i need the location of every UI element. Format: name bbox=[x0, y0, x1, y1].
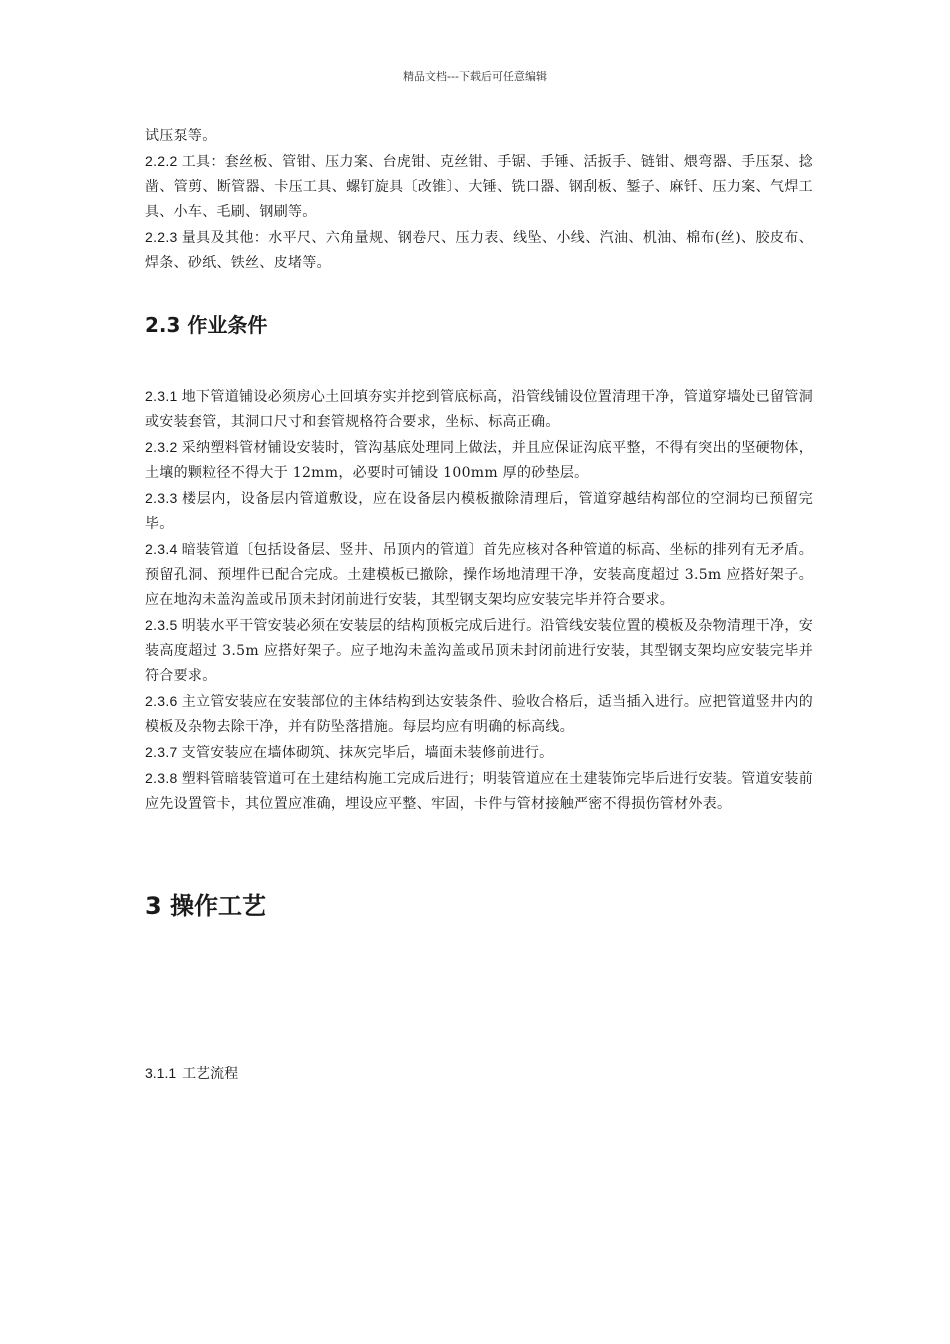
item-number: 2.3.4 bbox=[145, 541, 178, 557]
item-2-3-4 bbox=[145, 537, 813, 613]
item-2-3-7 bbox=[145, 740, 813, 766]
item-text: 主立管安装应在安装部位的主体结构到达安装条件、验收合格后，适当插入进行。应把管道竖井内的模板及杂物去除干净，并有防坠落措施。每层均应有明确的标高线。 bbox=[145, 694, 813, 735]
item-number: 2.3.3 bbox=[145, 490, 178, 506]
item-number: 2.3.8 bbox=[145, 770, 178, 786]
item-text: 明装水平干管安装必须在安装层的结构顶板完成后进行。沿管线安装位置的模板及杂物清理干净，安装高度超过 3.5m 应搭好架子。应子地沟未盖沟盖或吊顶未封闭前进行安装，其型钢支架均应安装完毕并符合要求。 bbox=[145, 618, 813, 684]
item-number: 2.3.6 bbox=[145, 693, 178, 709]
heading-3: 3 操作工艺 bbox=[145, 892, 267, 920]
item-2-3-8 bbox=[145, 766, 813, 817]
item-text: 暗装管道〔包括设备层、竖井、吊顶内的管道〕首先应核对各种管道的标高、坐标的排列有无矛盾。预留孔洞、预埋件已配合完成。土建模板已撤除，操作场地清理干净，安装高度超过 3.5m 应搭好架子。应在地沟未盖沟盖或吊顶未封闭前进行安装，其型钢支架均应安装完毕并符合要求。 bbox=[145, 542, 813, 608]
item-number: 2.3.2 bbox=[145, 439, 178, 455]
item-number: 2.3.7 bbox=[145, 744, 178, 760]
item-text: 量具及其他：水平尺、六角量规、钢卷尺、压力表、线坠、小线、汽油、机油、棉布(丝)、胶皮布、焊条、砂纸、铁丝、皮堵等。 bbox=[145, 230, 813, 271]
item-2-2-3 bbox=[145, 225, 813, 276]
section-2-2-content bbox=[145, 124, 813, 276]
item-number: 2.2.3 bbox=[145, 229, 178, 245]
continuation-text: 试压泵等。 bbox=[145, 128, 217, 144]
heading-2-3: 2.3 作业条件 bbox=[145, 313, 268, 337]
section-2-3-content bbox=[145, 384, 813, 817]
item-text: 地下管道铺设必须房心土回填夯实并挖到管底标高，沿管线铺设位置清理干净，管道穿墙处已留管洞或安装套管，其洞口尺寸和套管规格符合要求，坐标、标高正确。 bbox=[145, 389, 813, 430]
page-header: 精品文档---下载后可任意编辑 bbox=[403, 70, 547, 83]
subheading-3-1-1 bbox=[145, 1061, 238, 1087]
item-text: 楼层内，设备层内管道敷设，应在设备层内模板撤除清理后，管道穿越结构部位的空洞均已预留完毕。 bbox=[145, 491, 813, 532]
item-text: 工艺流程 bbox=[182, 1066, 239, 1082]
item-number: 2.2.2 bbox=[145, 153, 178, 169]
item-2-3-2 bbox=[145, 435, 813, 486]
item-number: 3.1.1 bbox=[145, 1065, 177, 1081]
item-text: 支管安装应在墙体砌筑、抹灰完毕后，墙面未装修前进行。 bbox=[181, 745, 554, 761]
item-text: 塑料管暗装管道可在土建结构施工完成后进行；明装管道应在土建装饰完毕后进行安装。管道安装前应先设置管卡，其位置应准确，埋设应平整、牢固，卡件与管材接触严密不得损伤管材外表。 bbox=[145, 771, 813, 812]
item-2-2-2 bbox=[145, 149, 813, 225]
item-text: 采纳塑料管材铺设安装时，管沟基底处理同上做法，并且应保证沟底平整，不得有突出的坚硬物体，土壤的颗粒径不得大于 12mm，必要时可铺设 100mm 厚的砂垫层。 bbox=[145, 440, 813, 481]
item-text: 工具：套丝板、管钳、压力案、台虎钳、克丝钳、手锯、手锤、活扳手、链钳、煨弯器、手压泵、捻凿、管剪、断管器、卡压工具、螺钉旋具〔改锥〕、大锤、铣口器、钢刮板、錾子、麻钎、压力案、气焊工具、小车、毛刷、钢刷等。 bbox=[145, 154, 813, 220]
item-2-3-6 bbox=[145, 689, 813, 740]
item-2-3-5 bbox=[145, 613, 813, 689]
item-number: 2.3.5 bbox=[145, 617, 178, 633]
item-2-3-1 bbox=[145, 384, 813, 435]
item-number: 2.3.1 bbox=[145, 388, 178, 404]
item-2-3-3 bbox=[145, 486, 813, 537]
